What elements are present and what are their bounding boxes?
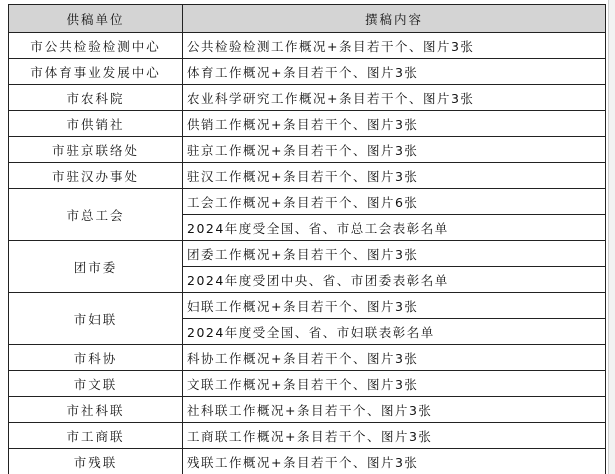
submission-table [8, 4, 606, 474]
content-cell: 供销工作概况+条目若干个、图片3张 [183, 111, 606, 137]
unit-cell: 市总工会 [9, 189, 183, 241]
content-cell: 驻京工作概况+条目若干个、图片3张 [183, 137, 606, 163]
table-row [9, 241, 606, 267]
table-row [9, 111, 606, 137]
table-row [9, 59, 606, 85]
unit-cell: 市农科院 [9, 85, 183, 111]
table-row [9, 449, 606, 474]
content-cell: 2024年度受全国、省、市妇联表彰名单 [183, 319, 606, 345]
content-cell: 文联工作概况+条目若干个、图片3张 [183, 371, 606, 397]
table-row [9, 163, 606, 189]
table-row [9, 345, 606, 371]
content-cell: 2024年度受全国、省、市总工会表彰名单 [183, 215, 606, 241]
content-cell: 妇联工作概况+条目若干个、图片3张 [183, 293, 606, 319]
table-body [9, 33, 606, 474]
table-row [9, 85, 606, 111]
unit-cell: 市科协 [9, 345, 183, 371]
unit-cell: 市体育事业发展中心 [9, 59, 183, 85]
content-cell: 残联工作概况+条目若干个、图片3张 [183, 449, 606, 474]
unit-cell: 市工商联 [9, 423, 183, 449]
content-cell: 工商联工作概况+条目若干个、图片3张 [183, 423, 606, 449]
table-row [9, 189, 606, 215]
content-cell: 2024年度受团中央、省、市团委表彰名单 [183, 267, 606, 293]
unit-cell: 市供销社 [9, 111, 183, 137]
header-content: 撰稿内容 [183, 5, 606, 33]
content-cell: 团委工作概况+条目若干个、图片3张 [183, 241, 606, 267]
content-cell: 工会工作概况+条目若干个、图片6张 [183, 189, 606, 215]
content-cell: 公共检验检测工作概况+条目若干个、图片3张 [183, 33, 606, 59]
header-unit: 供稿单位 [9, 5, 183, 33]
content-cell: 社科联工作概况+条目若干个、图片3张 [183, 397, 606, 423]
unit-cell: 市驻京联络处 [9, 137, 183, 163]
content-cell: 驻汉工作概况+条目若干个、图片3张 [183, 163, 606, 189]
unit-cell: 市社科联 [9, 397, 183, 423]
unit-cell: 市驻汉办事处 [9, 163, 183, 189]
content-cell: 农业科学研究工作概况+条目若干个、图片3张 [183, 85, 606, 111]
content-cell: 体育工作概况+条目若干个、图片3张 [183, 59, 606, 85]
unit-cell: 市残联 [9, 449, 183, 474]
unit-cell: 市公共检验检测中心 [9, 33, 183, 59]
table-row [9, 423, 606, 449]
table-header-row [9, 5, 606, 33]
unit-cell: 市文联 [9, 371, 183, 397]
table-row [9, 33, 606, 59]
window-edge [608, 0, 615, 474]
table-row [9, 371, 606, 397]
table-row [9, 397, 606, 423]
unit-cell: 团市委 [9, 241, 183, 293]
content-cell: 科协工作概况+条目若干个、图片3张 [183, 345, 606, 371]
unit-cell: 市妇联 [9, 293, 183, 345]
table-row [9, 137, 606, 163]
table-row [9, 293, 606, 319]
